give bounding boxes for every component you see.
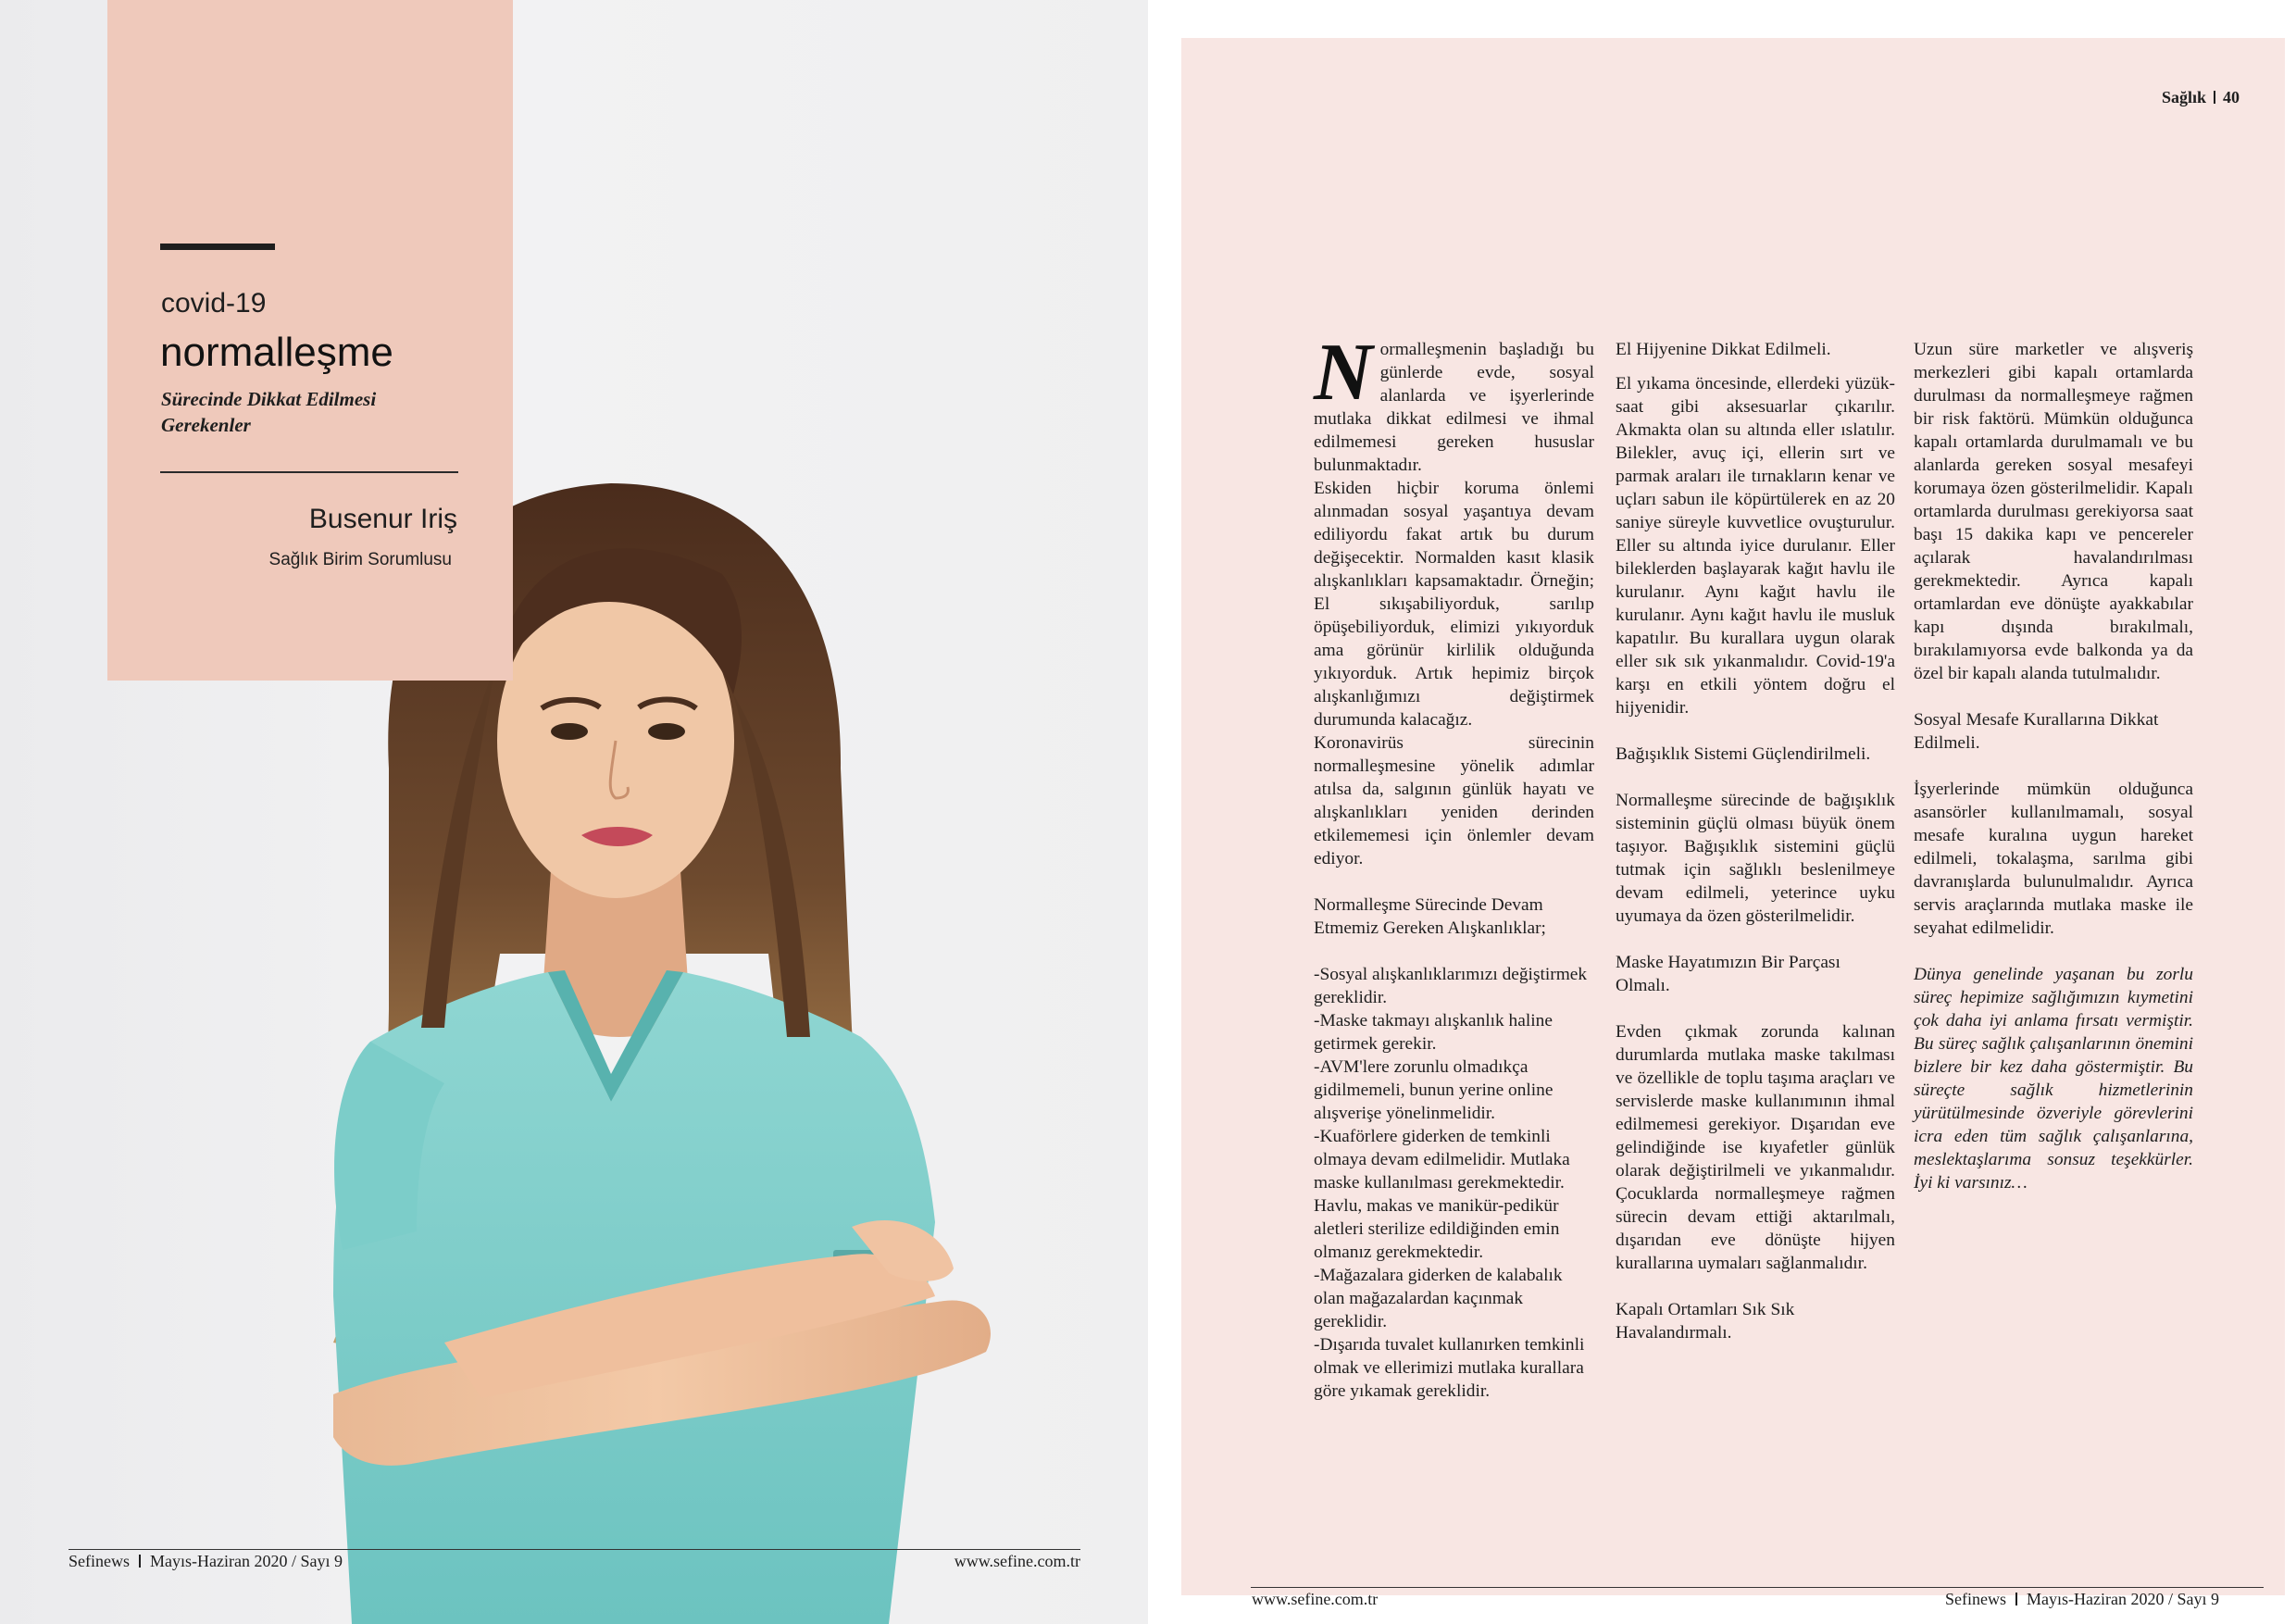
article-headline: normalleşme	[160, 330, 393, 375]
title-rule	[160, 244, 275, 250]
closing-quote: Dünya genelinde yaşanan bu zorlu süreç hepimize sağlığımızın kıymetini çok daha iyi anlama fırsatı vermiştir. Bu süreç sağlık çalışanlarının önemini bizlere bir kez daha göstermiştir. Bu süreçte sağlık hizmetlerinin yürütülmesinde özveriyle görevlerini icra eden tüm sağlık çalışanlarına, meslektaşlarıma sonsuz teşekkürler. İyi ki varsınız…	[1914, 965, 2193, 1193]
footer-separator	[2015, 1593, 2017, 1605]
article-column-3	[1914, 338, 2193, 1194]
section-heading-hand-hygiene: El Hijyenine Dikkat Edilmeli.	[1616, 340, 1831, 359]
body-paragraph: Evden çıkmak zorunda kalınan durumlarda mutlaka maske takılması ve özellikle de toplu taşıma araçları ve servislerde maske kullanımının ihmal edilmemesi gerekiyor. Dışarıdan eve gelindiğinde ise kıyafetler günlük olarak değiştirilmeli ve yıkanmalıdır. Çocuklarda normalleşmeye rağmen sürecin devam ettiği aktarılmalı, dışarıdan eve dönüşte hijyen kurallarına uymaları sağlanmalıdır.	[1616, 1022, 1895, 1273]
section-name: Sağlık	[2161, 88, 2206, 106]
footer-issue: Mayıs-Haziran 2020 / Sayı 9	[150, 1552, 343, 1570]
habit-item: -Mağazalara giderken de kalabalık olan mağazalardan kaçınmak gereklidir.	[1314, 1266, 1563, 1331]
page-number: 40	[2223, 88, 2240, 106]
header-separator	[2214, 91, 2215, 104]
section-heading-mask: Maske Hayatımızın Bir Parçası Olmalı.	[1616, 953, 1841, 995]
title-box	[107, 0, 513, 681]
section-heading-distance: Sosyal Mesafe Kurallarına Dikkat Edilmeli.	[1914, 710, 2159, 753]
page-header	[2162, 88, 2240, 107]
right-page	[1148, 0, 2296, 1624]
article-panel	[1181, 38, 2285, 1608]
footer-issue-info	[1945, 1590, 2219, 1609]
body-paragraph: Normalleşme sürecinde de bağışıklık sisteminin güçlü olması büyük önem taşıyor. Bağışıklık sistemini güçlü tutmak için sağlıklı beslenilmeye devam edilmeli, yeterince uyku uyumaya da özen gösterilmelidir.	[1616, 791, 1895, 926]
footer-separator	[139, 1555, 141, 1568]
habit-item: -Dışarıda tuvalet kullanırken temkinli olmak ve ellerimizi mutlaka kurallara göre yıkamak gereklidir.	[1314, 1335, 1585, 1401]
body-paragraph: Uzun süre marketler ve alışveriş merkezleri gibi kapalı ortamlarda durulması da normalleşmeye rağmen bir risk faktörü. Mümkün olduğunca kapalı ortamlarda durulmamalı ve bu alanlarda gereken sosyal mesafeyi korumaya özen gösterilmelidir. Kapalı ortamlarda durulması gerekiyorsa saat başı 15 dakika kapı ve pencereler açılarak havalandırılması gerekmektedir. Ayrıca kapalı ortamlardan eve dönüşte ayakkabılar kapı dışında bırakılmalı, bırakılamıyorsa evde balkonda ya da özel bir kapalı alanda tutulmalıdır.	[1914, 340, 2193, 683]
article-column-1	[1314, 328, 1594, 1403]
body-paragraph: Koronavirüs sürecinin normalleşmesine yönelik adımlar atılsa da, salgının günlük hayatı ve alışkanlıkları yeniden derinden etkilememesi için önlemler devam ediyor.	[1314, 733, 1594, 868]
footer-rule	[69, 1549, 1080, 1550]
intro-paragraph: Normalleşmenin başladığı bu günlerde evde, sosyal alanlarda ve işyerlerinde mutlaka dikkat edilmesi ve ihmal edilmemesi gereken hususlar bulunmaktadır.	[1314, 328, 1594, 475]
footer-rule	[1251, 1587, 2264, 1588]
habit-item: -AVM'lere zorunlu olmadıkça gidilmemeli, bunun yerine online alışverişe yönelinmelidir.	[1314, 1057, 1554, 1123]
body-paragraph: Eskiden hiçbir koruma önlemi alınmadan sosyal yaşantıya devam ediliyordu fakat artık bu durum değişecektir. Normalden kasıt klasik alışkanlıkları kapsamaktadır. Örneğin; El sıkışabiliyorduk, sarılıp öpüşebiliyorduk, elimizi yıkıyorduk ama görünür kirlilik olduğunda yıkıyorduk. Artık hepimiz birçok alışkanlığımızı değiştirmek durumunda kalacağız.	[1314, 479, 1594, 730]
drop-cap: N	[1314, 328, 1373, 418]
article-deck: Sürecinde Dikkat Edilmesi Gerekenler	[161, 388, 377, 436]
footer-issue: Mayıs-Haziran 2020 / Sayı 9	[2027, 1590, 2219, 1608]
title-divider	[160, 471, 458, 473]
habit-item: -Kuaförlere giderken de temkinli olmaya devam edilmelidir. Mutlaka maske kullanılması gerekmektedir. Havlu, makas ve manikür-pedikür aletleri sterilize edildiğinden emin olmanız gerekmektedir.	[1314, 1127, 1570, 1262]
section-heading-ventilation: Kapalı Ortamları Sık Sık Havalandırmalı.	[1616, 1300, 1795, 1343]
footer-url[interactable]: www.sefine.com.tr	[1252, 1590, 1379, 1608]
body-paragraph: El yıkama öncesinde, ellerdeki yüzük-saat gibi aksesuarlar çıkarılır. Akmakta olan su altında eller ıslatılır. Bilekler, avuç içi, ellerin sırt ve parmak araları ile tırnakların kenar ve uçları sabun ile köpürtülerek en az 20 saniye süreyle kuvvetlice ovuşturulur. Eller su altında iyice durulanır. Eller bileklerden başlayarak kağıt havlu ile kurulanır. Aynı kağıt havlu ile kurulanır. Aynı kağıt havlu ile musluk kapatılır. Bu kurallara uygun olarak eller sık sık yıkanmalıdır. Covid-19'a karşı en etkili yöntem doğru el hijyenidir.	[1616, 374, 1895, 718]
footer-magazine-name: Sefinews	[1945, 1590, 2007, 1608]
article-kicker: covid-19	[161, 288, 267, 319]
article-column-2	[1616, 338, 1895, 1344]
habit-item: -Sosyal alışkanlıklarımızı değiştirmek gereklidir.	[1314, 965, 1588, 1007]
author-name: Busenur Iriş	[308, 504, 457, 534]
footer-magazine-name: Sefinews	[69, 1552, 130, 1570]
body-paragraph: İşyerlerinde mümkün olduğunca asansörler kullanılmamalı, sosyal mesafe kuralına uygun hareket edilmeli, tokalaşma, sarılma gibi davranışlarda bulunulmalıdır. Ayrıca servis araçlarında mutlaka maske ile seyahat edilmelidir.	[1914, 780, 2193, 938]
section-heading-immunity: Bağışıklık Sistemi Güçlendirilmeli.	[1616, 744, 1871, 764]
author-role: Sağlık Birim Sorumlusu	[268, 550, 452, 569]
section-heading-habits: Normalleşme Sürecinde Devam Etmemiz Gereken Alışkanlıklar;	[1314, 895, 1546, 938]
footer-url[interactable]: www.sefine.com.tr	[954, 1552, 1080, 1570]
footer-issue-info	[69, 1552, 343, 1571]
habit-item: -Maske takmayı alışkanlık haline getirmek gerekir.	[1314, 1011, 1553, 1054]
